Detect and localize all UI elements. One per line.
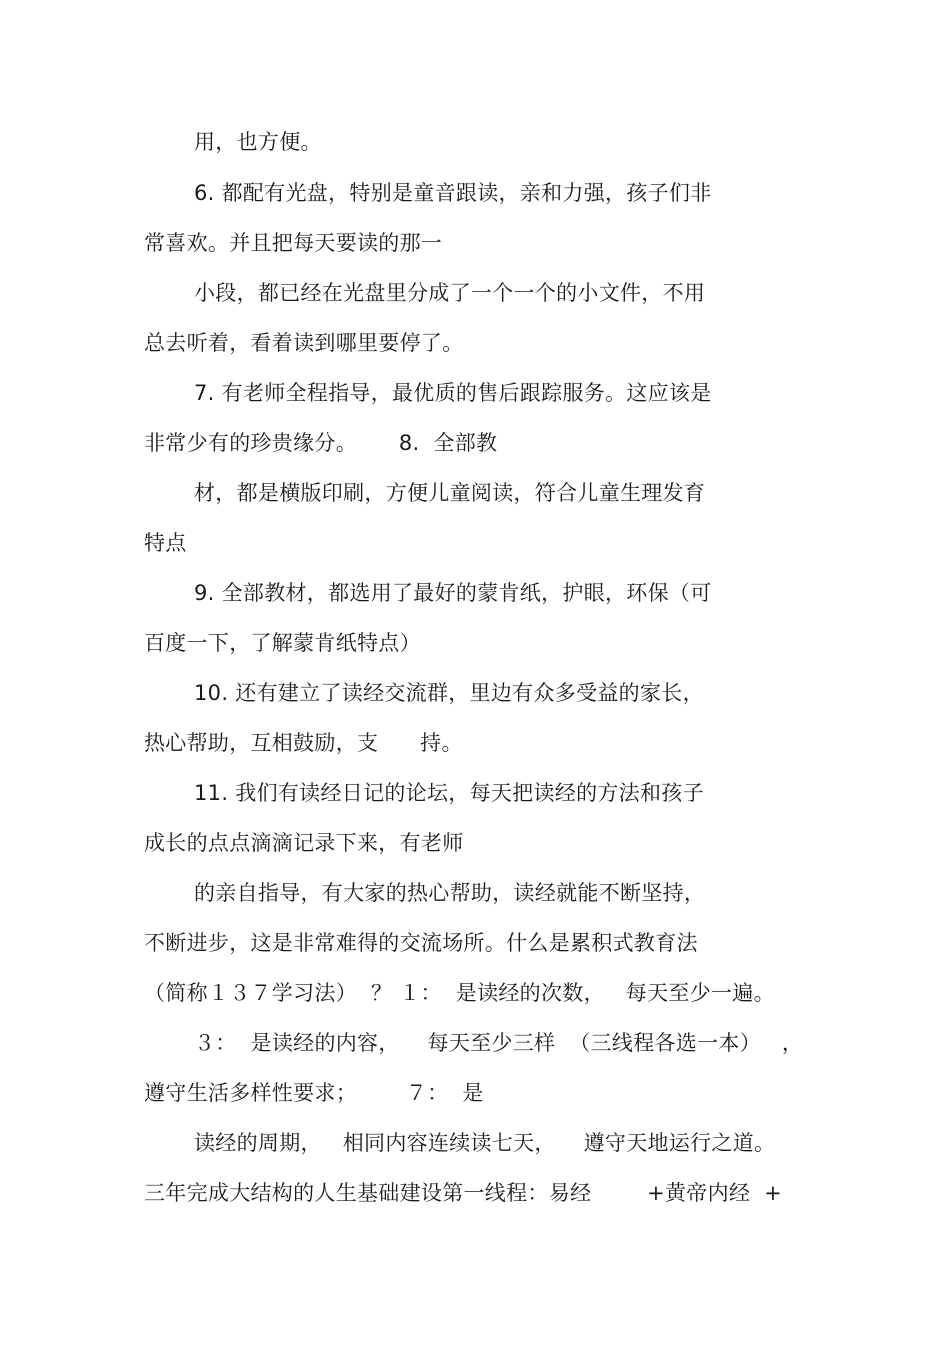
text-line: 用，也方便。	[194, 130, 322, 154]
text-line: 非常少有的珍贵缘分。 8. 全部教	[144, 431, 498, 455]
text-line: 材，都是横版印刷，方便儿童阅读，符合儿童生理发育	[194, 481, 706, 505]
text-line: 三年完成大结构的人生基础建设第一线程：易经 +黄帝内经 +	[144, 1181, 783, 1205]
text-line: 9. 全部教材，都选用了最好的蒙肯纸，护眼，环保（可	[194, 581, 712, 605]
text-line: 小段，都已经在光盘里分成了一个一个的小文件，不用	[194, 281, 706, 305]
text-line: 成长的点点滴滴记录下来，有老师	[144, 831, 464, 855]
text-line: 百度一下，了解蒙肯纸特点）	[144, 631, 421, 655]
text-line: 的亲自指导，有大家的热心帮助，读经就能不断坚持，	[194, 881, 706, 905]
text-line: 11. 我们有读经日记的论坛，每天把读经的方法和孩子	[194, 781, 704, 805]
text-line: 总去听着，看着读到哪里要停了。	[144, 331, 464, 355]
text-line: 7. 有老师全程指导，最优质的售后跟踪服务。这应该是	[194, 381, 712, 405]
text-line: 常喜欢。并且把每天要读的那一	[144, 231, 443, 255]
text-line: 特点	[144, 531, 187, 555]
text-line: 读经的周期， 相同内容连续读七天， 遵守天地运行之道。	[194, 1131, 776, 1155]
text-line: 10. 还有建立了读经交流群，里边有众多受益的家长，	[194, 681, 704, 705]
text-line: 不断进步，这是非常难得的交流场所。什么是累积式教育法	[144, 931, 698, 955]
text-line: ３： 是读经的内容， 每天至少三样 （三线程各选一本） ，	[194, 1031, 804, 1055]
text-line: 6. 都配有光盘，特别是童音跟读，亲和力强，孩子们非	[194, 181, 712, 205]
text-line: （简称１３７学习法） ？ １： 是读经的次数， 每天至少一遍。	[144, 981, 775, 1005]
text-line: 热心帮助，互相鼓励，支 持。	[144, 731, 463, 755]
text-line: 遵守生活多样性要求； ７： 是	[144, 1081, 484, 1105]
